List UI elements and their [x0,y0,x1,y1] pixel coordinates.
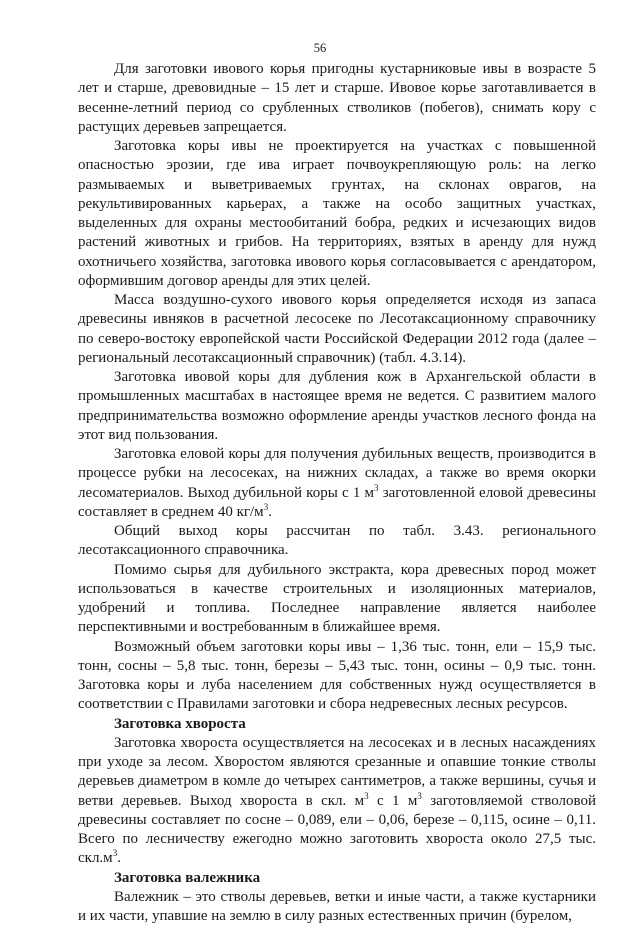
superscript: 3 [364,790,369,801]
text-run: Заготовка коры ивы не проектируется на участках с повышенной опасностью эрозии, где ива играет почвоукрепляющую роль: на легко размываемых и выветриваемых грунтах, на склонах оврагов, на рекультивированных карьерах, а также на особо защитных участках, выделенных для охраны местообитаний бобра, редких и исчезающих видов растений животных и грибов. На территориях, взятых в аренду для нужд охотничьего хозяйства, заготовка ивового корья согласовывается с арендатором, оформившим договор аренды для этих целей. [78,138,596,289]
text-run: Помимо сырья для дубильного экстракта, кора древесных пород может использоваться в качестве строительных и изоляционных материалов, удобрений и топлива. Последнее направление является наиболее перспективными и востребованным в ближайшее время. [78,561,596,636]
text-run: Заготовка хвороста [114,715,246,732]
paragraph [78,522,596,561]
text-run: Заготовка еловой коры для получения дубильных веществ, производится в процессе рубки на лесосеках, на нижних складах, а также во время окорки лесоматериалов. Выход дубильной коры с 1 м [78,446,596,501]
superscript: 3 [417,790,422,801]
superscript: 3 [263,501,269,512]
section-heading [78,715,596,734]
text-run: . [117,850,121,867]
superscript: 3 [374,482,379,493]
text-run: Валежник – это стволы деревьев, ветки и иные части, а также кустарники и их части, упавшие на землю в силу разных естественных причин (бурелом, [78,888,596,924]
text-run: с 1 м [368,792,418,809]
paragraph [78,368,596,445]
document-body [78,60,596,926]
section-heading [78,869,596,888]
paragraph [78,60,596,137]
text-run: Заготовка валежника [114,869,261,886]
paragraph [78,291,596,368]
text-run: Общий выход коры рассчитан по табл. 3.43. регионального лесотаксационного справочника. [78,523,596,559]
text-run: заготовленной еловой древесины составляет в среднем 40 кг/м [78,484,596,520]
paragraph [78,734,596,869]
text-run: Заготовка ивовой коры для дубления кож в Архангельской области в промышленных масштабах в настоящее время не ведется. С развитием малого предпринимательства возможно оформление аренды участков лесного фонда на этот вид пользования. [78,369,596,443]
paragraph [78,445,596,522]
text-run: . [268,503,272,520]
text-run: Возможный объем заготовки коры ивы – 1,36 тыс. тонн, ели – 15,9 тыс. тонн, сосны – 5,8 тыс. тонн, березы – 5,43 тыс. тонн, осины – 0,9 тыс. тонн. Заготовка коры и луба населением для собственных нужд осуществляется в соответствии с Правилами заготовки и сбора недревесных лесных ресурсов. [78,638,596,713]
paragraph [78,561,596,638]
page-number: 56 [313,41,327,55]
text-run: заготовляемой стволовой древесины составляет по сосне – 0,089, ели – 0,06, березе – 0,115, осине – 0,11. Всего по лесничеству ежегодно можно заготовить хвороста около 27,5 тыс. скл.м [78,792,596,867]
text-run: Масса воздушно-сухого ивового корья определяется исходя из запаса древесины ивняков в расчетной лесосеке по Лесотаксационному справочнику по северо-востоку европейской части Российской Федерации 2012 года (далее – региональный лесотаксационный справочник) (табл. 4.3.14). [78,292,596,366]
text-run: Заготовка хвороста осуществляется на лесосеках и в лесных насаждениях при уходе за лесом. Хворостом являются срезанные и опавшие тонкие стволы деревьев диаметром в комле до четырех сантиметров, а также вершины, сучья и ветви деревьев. Выход хвороста в скл. м [78,734,596,809]
superscript: 3 [112,848,118,859]
paragraph [78,638,596,715]
text-run: Для заготовки ивового корья пригодны кустарниковые ивы в возрасте 5 лет и старше, древовидные – 15 лет и старше. Ивовое корье заготавливается в весенне-летний период со срубленных стволиков (побегов), снимать кору с растущих деревьев запрещается. [78,61,596,135]
paragraph [78,137,596,291]
paragraph [78,888,596,926]
